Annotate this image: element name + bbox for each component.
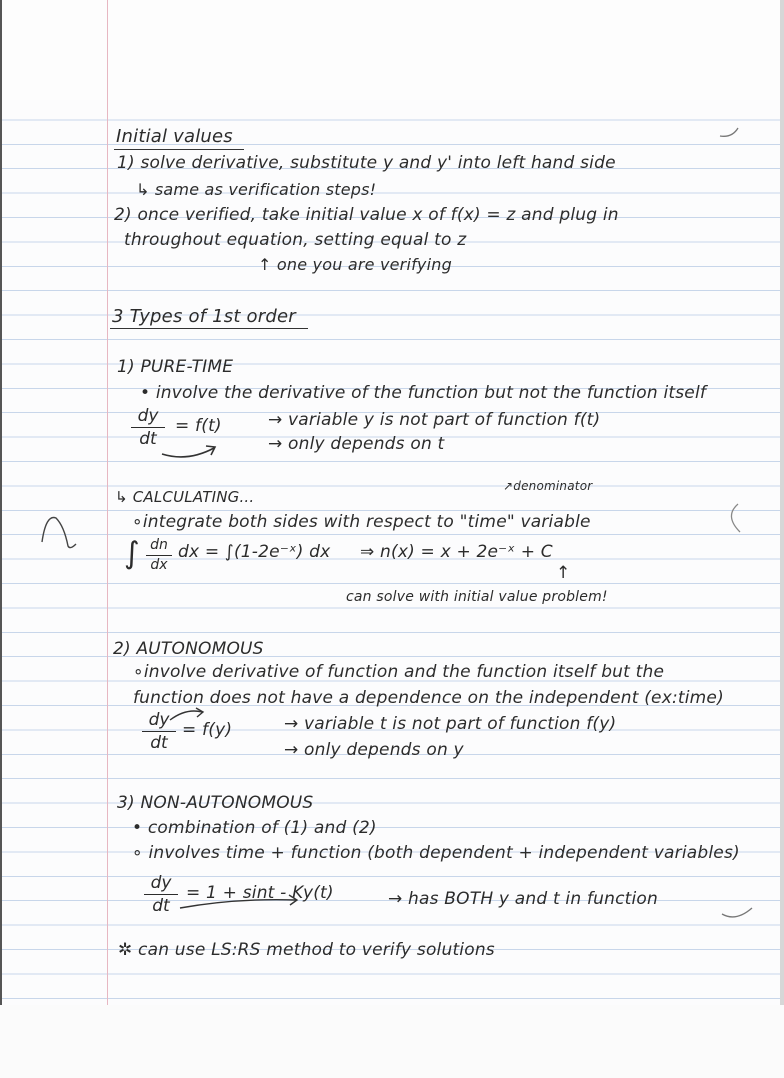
pure-time-curved-arrow — [160, 440, 220, 462]
pure-time-frac-num: dy — [137, 406, 159, 426]
pure-time-frac-den: dt — [139, 429, 157, 449]
initial-step-1: 1) solve derivative, substitute y and y' into left hand side — [117, 153, 616, 173]
autonomous-rhs: = f(y) — [182, 720, 233, 740]
stray-arc-mark — [716, 110, 746, 140]
types-heading: 3 Types of 1st order — [112, 306, 296, 327]
result-note: can solve with initial value problem! — [346, 589, 608, 605]
stray-arc-mark-3 — [720, 890, 756, 926]
non-autonomous-frac-den: dt — [152, 896, 170, 916]
non-autonomous-bullet-2: ∘ involves time + function (both dependent + independent variables) — [132, 843, 740, 863]
calculating-title: ↳ CALCULATING... — [115, 488, 255, 506]
integral-sign: ∫ — [124, 536, 140, 571]
non-autonomous-frac-num: dy — [150, 873, 172, 893]
page-left-edge — [0, 0, 2, 1078]
pure-time-arrow-1: → variable y is not part of function f(t) — [268, 410, 601, 430]
non-autonomous-bullet-1: • combination of (1) and (2) — [132, 818, 377, 838]
calculating-bullet: ∘integrate both sides with respect to "time" variable — [132, 512, 591, 532]
initial-step-2-note: ↑ one you are verifying — [258, 255, 452, 274]
integral-frac-den: dx — [150, 557, 168, 573]
types-heading-underline — [110, 328, 308, 329]
pure-time-title: 1) PURE-TIME — [117, 357, 234, 377]
autonomous-line-1: ∘involve derivative of function and the function itself but the — [133, 662, 665, 682]
integral-result: ⇒ n(x) = x + 2e⁻ˣ + C — [360, 542, 553, 562]
autonomous-title: 2) AUTONOMOUS — [113, 639, 264, 659]
page-right-edge — [780, 0, 784, 1078]
initial-step-2-line-2: throughout equation, setting equal to z — [124, 230, 467, 250]
autonomous-frac-num: dy — [148, 710, 170, 730]
fraction-bar — [146, 555, 172, 556]
stray-arc-mark-2 — [720, 500, 750, 540]
non-autonomous-curved-arrow — [176, 894, 306, 912]
integral-frac-num: dn — [150, 537, 168, 553]
pure-time-rhs: = f(t) — [175, 416, 222, 436]
fraction-bar — [142, 731, 176, 732]
autonomous-arrow-1: → variable t is not part of function f(y) — [284, 714, 617, 734]
footer-note: ✲ can use LS:RS method to verify solutions — [118, 940, 495, 960]
integral-lhs: dx = ∫(1-2e⁻ˣ) dx — [178, 542, 331, 562]
autonomous-arrow-2: → only depends on y — [284, 740, 464, 760]
autonomous-line-2: function does not have a dependence on the independent (ex:time) — [133, 688, 724, 708]
margin-line — [107, 0, 108, 1078]
pure-time-arrow-2: → only depends on t — [268, 434, 445, 454]
initial-values-underline — [114, 149, 244, 150]
initial-step-1-note: ↳ same as verification steps! — [136, 180, 377, 199]
result-arrow: ↑ — [556, 563, 571, 583]
non-autonomous-arrow: → has BOTH y and t in function — [388, 889, 658, 909]
non-autonomous-rhs: = 1 + sint - Ky(t) — [186, 883, 334, 903]
bottom-margin — [0, 1005, 784, 1078]
non-autonomous-fraction — [144, 873, 178, 916]
fraction-bar — [144, 894, 178, 895]
stray-pen-mark — [36, 506, 86, 556]
initial-values-heading: Initial values — [116, 126, 233, 147]
top-margin — [0, 0, 784, 100]
fraction-bar — [131, 427, 165, 428]
denominator-note: ↗denominator — [503, 479, 593, 493]
autonomous-curved-arrow — [168, 706, 208, 724]
autonomous-frac-den: dt — [150, 733, 168, 753]
non-autonomous-title: 3) NON-AUTONOMOUS — [117, 793, 314, 813]
pure-time-bullet: • involve the derivative of the function but not the function itself — [140, 383, 707, 403]
initial-step-2-line-1: 2) once verified, take initial value x of f(x) = z and plug in — [114, 205, 619, 225]
integral-fraction — [146, 537, 172, 574]
